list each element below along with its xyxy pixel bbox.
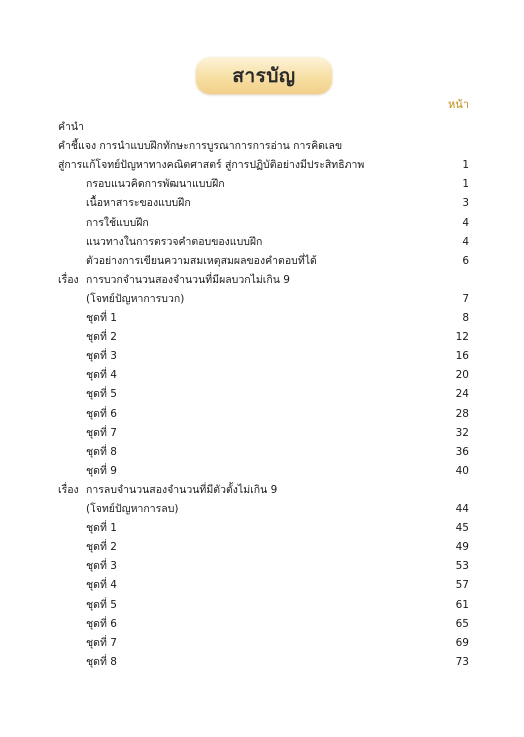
- toc-entry-page-number: 8: [462, 312, 469, 324]
- toc-entry: [0, 328, 524, 347]
- toc-entry-page-number: 1: [462, 159, 469, 172]
- toc-entry: [0, 557, 524, 576]
- toc-entry: [0, 290, 524, 309]
- toc-entry: [0, 576, 524, 595]
- toc-entry-label: แนวทางในการตรวจคำตอบของแบบฝึก: [86, 235, 263, 248]
- toc-entry: [0, 252, 524, 271]
- toc-entry-page-number: 20: [455, 369, 469, 382]
- toc-entry-page-number: 45: [455, 522, 469, 535]
- toc-entry-label: การใช้แบบฝึก: [86, 216, 149, 229]
- toc-entry: [0, 653, 524, 672]
- toc-entry: [0, 194, 524, 213]
- toc-entry-label: ชุดที่ 2: [86, 331, 117, 344]
- toc-entry-prefix: เรื่อง: [58, 483, 79, 496]
- toc-entry-label: ชุดที่ 5: [86, 598, 117, 611]
- toc-entry-page-number: 73: [455, 655, 469, 668]
- toc-entry: [0, 443, 524, 462]
- toc-entry-page-number: 32: [455, 426, 469, 439]
- toc-entry-label: ชุดที่ 7: [86, 426, 117, 439]
- toc-entry-page-number: 61: [455, 598, 469, 611]
- toc-entry-page-number: 40: [455, 464, 469, 477]
- toc-entry-label: ชุดที่ 4: [86, 369, 117, 382]
- toc-entry-label: ชุดที่ 1: [86, 312, 117, 324]
- toc-entry-label: ชุดที่ 2: [86, 541, 117, 554]
- toc-entry: [0, 175, 524, 194]
- toc-entry-label: คำชี้แจง การนำแบบฝึกทักษะการบูรณาการการอ่าน การคิดเลข: [58, 140, 343, 153]
- toc-entry-label: ชุดที่ 3: [86, 560, 117, 573]
- toc-entry-label: ชุดที่ 8: [86, 655, 117, 668]
- toc-entry-label: ชุดที่ 3: [86, 350, 117, 363]
- toc-entry-label: สู่การแก้โจทย์ปัญหาทางคณิตศาสตร์ สู่การปฏิบัติอย่างมีประสิทธิภาพ: [58, 159, 365, 172]
- toc-entry: [0, 347, 524, 366]
- toc-entry-page-number: 16: [455, 350, 469, 363]
- toc-entry-page-number: 53: [455, 560, 469, 573]
- toc-entry: [0, 156, 524, 175]
- toc-entry-page-number: 3: [462, 197, 469, 210]
- toc-entry: [0, 615, 524, 634]
- toc-entry-page-number: 6: [462, 254, 469, 267]
- toc-entry: [0, 385, 524, 404]
- toc-entry-label: ชุดที่ 6: [86, 407, 117, 420]
- toc-entry-page-number: 28: [455, 407, 469, 420]
- toc-entry-label: (โจทย์ปัญหาการบวก): [86, 292, 185, 305]
- toc-entry-label: ชุดที่ 8: [86, 445, 117, 458]
- toc-entry: [0, 233, 524, 252]
- toc-entry-page-number: 36: [455, 445, 469, 458]
- toc-entry-label: ชุดที่ 9: [86, 464, 117, 477]
- toc-entry: [0, 271, 524, 290]
- toc-entry: [0, 405, 524, 424]
- toc-entry-label: ชุดที่ 5: [86, 388, 117, 401]
- toc-entry-page-number: 57: [455, 579, 469, 592]
- toc-entry-prefix: เรื่อง: [58, 273, 79, 286]
- toc-entry: [0, 538, 524, 557]
- toc-title: สารบัญ: [232, 64, 296, 87]
- toc-entry-label: ตัวอย่างการเขียนความสมเหตุสมผลของคำตอบที่ได้: [86, 254, 317, 267]
- toc-entry-page-number: 4: [462, 235, 469, 248]
- toc-entry: [0, 424, 524, 443]
- toc-entry-label: ชุดที่ 6: [86, 617, 117, 630]
- toc-entry-label: กรอบแนวคิดการพัฒนาแบบฝึก: [86, 178, 225, 191]
- toc-entry-page-number: 1: [462, 178, 469, 191]
- toc-entry: [0, 596, 524, 615]
- toc-entry-page-number: 44: [455, 503, 469, 515]
- toc-entry: [0, 500, 524, 519]
- toc-entry: [0, 481, 524, 500]
- toc-entry-page-number: 12: [455, 331, 469, 344]
- toc-entry: [0, 366, 524, 385]
- page-column-header: หน้า: [448, 98, 469, 111]
- toc-entry-page-number: 7: [462, 292, 469, 305]
- toc-entry-label: คำนำ: [58, 121, 84, 133]
- toc-entry-page-number: 69: [455, 636, 469, 649]
- toc-entry: [0, 519, 524, 538]
- toc-entry-label: ชุดที่ 7: [86, 636, 117, 649]
- toc-entry: [0, 118, 524, 137]
- toc-entry: [0, 214, 524, 233]
- toc-entry-label: การบวกจำนวนสองจำนวนที่มีผลบวกไม่เกิน 9: [86, 273, 290, 286]
- toc-entry: [0, 309, 524, 328]
- toc-entry-page-number: 65: [455, 617, 469, 630]
- toc-entry-page-number: 49: [455, 541, 469, 554]
- toc-entry-label: (โจทย์ปัญหาการลบ): [86, 503, 179, 515]
- toc-entry: [0, 137, 524, 156]
- toc-entry-page-number: 24: [455, 388, 469, 401]
- toc-entry: [0, 462, 524, 481]
- toc-entry: [0, 634, 524, 653]
- toc-entry-label: ชุดที่ 1: [86, 522, 117, 535]
- toc-entry-label: การลบจำนวนสองจำนวนที่มีตัวตั้งไม่เกิน 9: [86, 483, 278, 496]
- toc-entry-label: ชุดที่ 4: [86, 579, 117, 592]
- toc-entry-page-number: 4: [462, 216, 469, 229]
- toc-title-box: [196, 57, 332, 94]
- toc-entry-label: เนื้อหาสาระของแบบฝึก: [86, 197, 191, 210]
